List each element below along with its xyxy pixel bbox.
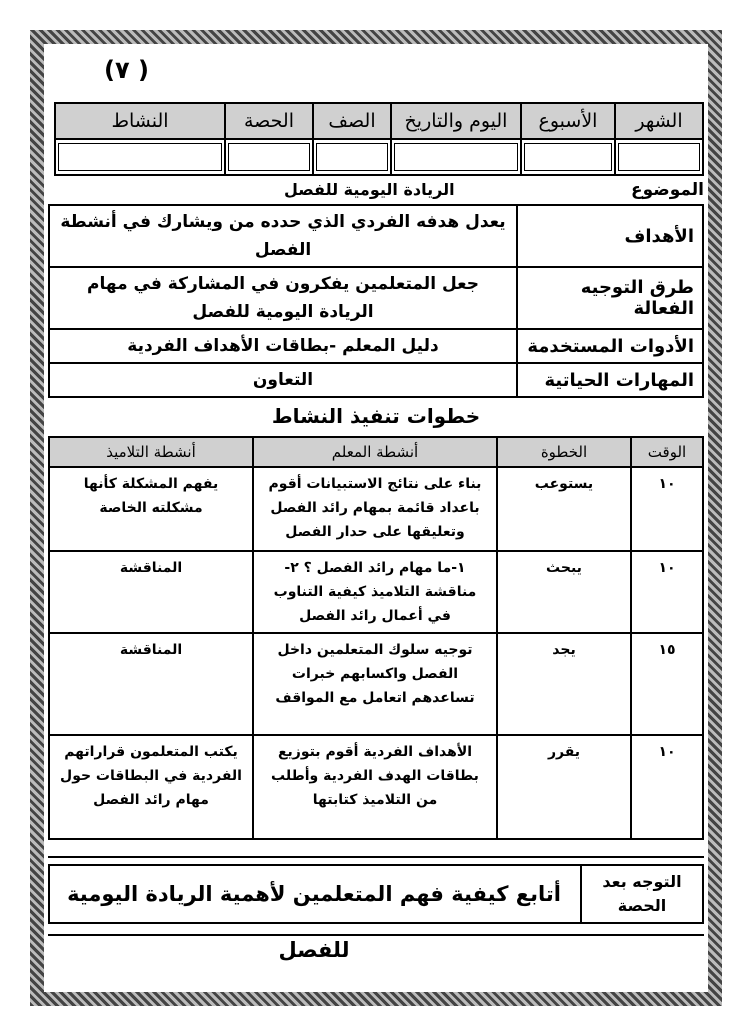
day-date-field[interactable]: [391, 139, 521, 175]
life-skills-label: المهارات الحياتية: [517, 363, 703, 397]
guidance-row: [49, 267, 703, 329]
teacher-activity: الأهداف الفردية أقوم بتوزيع بطاقات الهدف الفردية وأطلب من التلاميذ كتابتها: [253, 735, 497, 839]
header-month: الشهر: [615, 103, 703, 139]
table-row: [49, 735, 703, 839]
steps-table: [48, 436, 704, 840]
header-table: [54, 102, 704, 176]
objectives-value: يعدل هدفه الفردي الذي حدده من ويشارك في أنشطة الفصل: [49, 205, 517, 267]
header-period: الحصة: [225, 103, 313, 139]
tools-label: الأدوات المستخدمة: [517, 329, 703, 363]
step-time: ١٠: [631, 467, 703, 551]
step-name: يبحث: [497, 551, 631, 633]
followup-label: التوجه بعد الحصة: [580, 866, 702, 922]
teacher-activity: بناء على نتائج الاستبيانات أقوم باعداد قائمة بمهام رائد الفصل وتعليقها على حدار الفصل: [253, 467, 497, 551]
step-name: يجد: [497, 633, 631, 735]
topic-label: الموضوع: [631, 180, 704, 200]
period-field[interactable]: [225, 139, 313, 175]
table-row: [49, 633, 703, 735]
student-activity: المناقشة: [49, 551, 253, 633]
tools-value: دليل المعلم -بطاقات الأهداف الفردية: [49, 329, 517, 363]
header-activity: النشاط: [55, 103, 225, 139]
step-time: ١٠: [631, 551, 703, 633]
step-name: يستوعب: [497, 467, 631, 551]
month-field[interactable]: [615, 139, 703, 175]
teacher-activities-header: أنشطة المعلم: [253, 437, 497, 467]
steps-header-row: [49, 437, 703, 467]
tools-row: [49, 329, 703, 363]
page-number: (٧ ): [104, 56, 149, 84]
student-activity: يكتب المتعلمون قراراتهم الفردية في البطاقات حول مهام رائد الفصل: [49, 735, 253, 839]
life-skills-row: [49, 363, 703, 397]
header-week: الأسبوع: [521, 103, 615, 139]
table-row: [49, 551, 703, 633]
lesson-info-table: [48, 204, 704, 398]
teacher-activity: توجيه سلوك المتعلمين داخل الفصل واكسابهم خبرات تساعدهم اتعامل مع المواقف: [253, 633, 497, 735]
teacher-activity: ١-ما مهام رائد الفصل ؟ ٢-مناقشة التلاميذ كيفية التناوب في أعمال رائد الفصل: [253, 551, 497, 633]
step-header: الخطوة: [497, 437, 631, 467]
objectives-label: الأهداف: [517, 205, 703, 267]
header-day-date: اليوم والتاريخ: [391, 103, 521, 139]
student-activity: المناقشة: [49, 633, 253, 735]
divider: [48, 934, 704, 936]
table-row: [49, 467, 703, 551]
week-field[interactable]: [521, 139, 615, 175]
page-content: [44, 44, 708, 992]
student-activity: يفهم المشكلة كأنها مشكلته الخاصة: [49, 467, 253, 551]
class-field[interactable]: [313, 139, 391, 175]
header-class: الصف: [313, 103, 391, 139]
life-skills-value: التعاون: [49, 363, 517, 397]
followup-box: [48, 864, 704, 962]
divider: [48, 856, 704, 858]
activity-field[interactable]: [55, 139, 225, 175]
guidance-label: طرق التوجيه الفعالة: [517, 267, 703, 329]
guidance-value: جعل المتعلمين يفكرون في المشاركة في مهام الريادة اليومية للفصل: [49, 267, 517, 329]
objectives-row: [49, 205, 703, 267]
time-header: الوقت: [631, 437, 703, 467]
step-time: ١٥: [631, 633, 703, 735]
topic-value: الريادة اليومية للفصل: [284, 180, 455, 199]
student-activities-header: أنشطة التلاميذ: [49, 437, 253, 467]
steps-title: خطوات تنفيذ النشاط: [271, 404, 481, 428]
followup-value: أتابع كيفية فهم المتعلمين لأهمية الريادة اليومية للفصل: [67, 882, 561, 962]
step-name: يقرر: [497, 735, 631, 839]
step-time: ١٠: [631, 735, 703, 839]
